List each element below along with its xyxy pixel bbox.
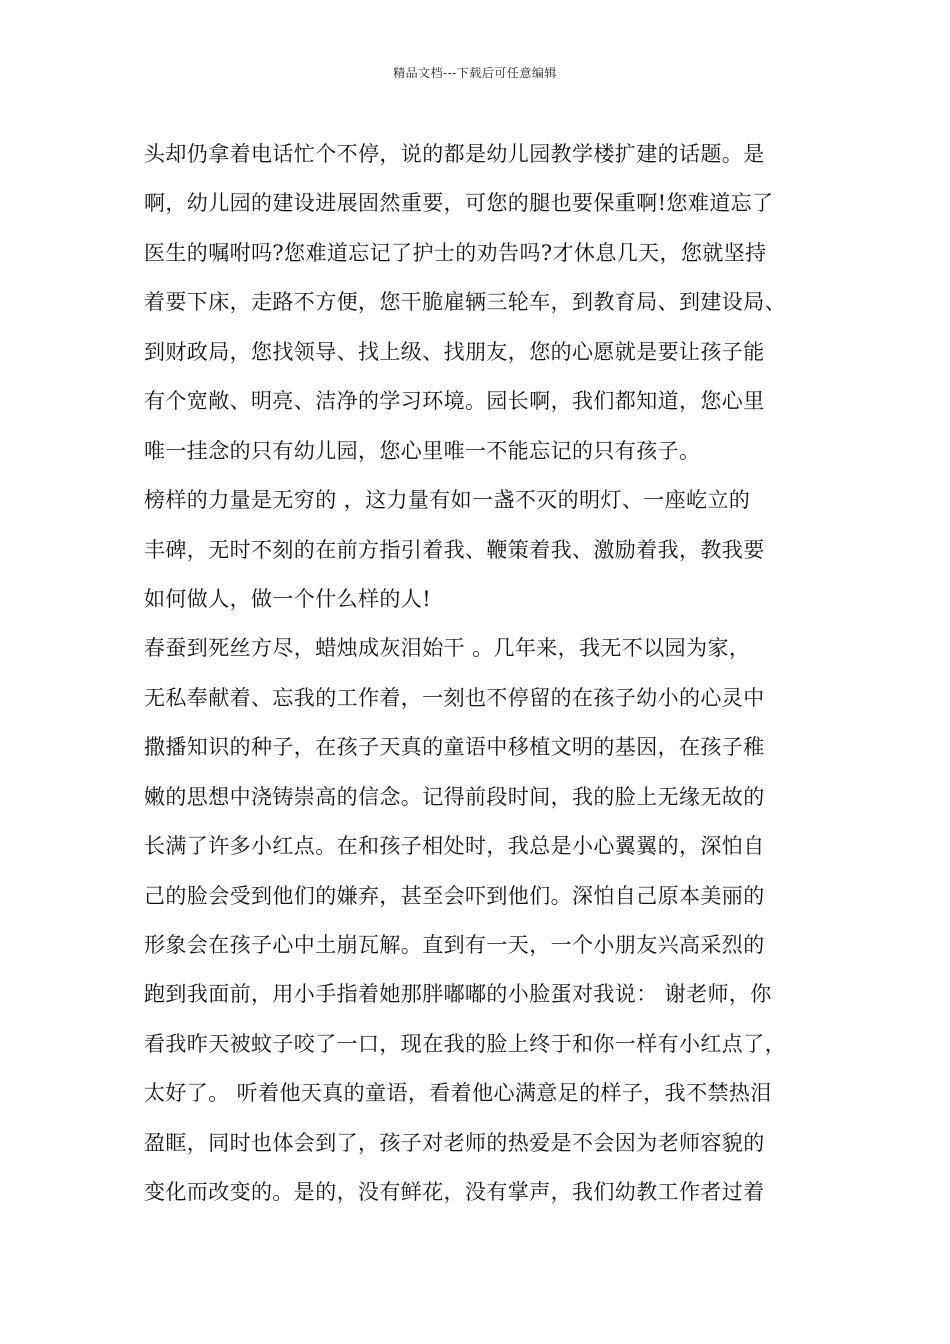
text-line: 春蚕到死丝方尽，蜡烛成灰泪始干 。几年来，我无不以园为家， xyxy=(144,636,751,661)
text-line: 长满了许多小红点。在和孩子相处时，我总是小心翼翼的，深怕自 xyxy=(144,834,765,859)
body-text xyxy=(144,130,834,1218)
text-line: 到财政局，您找领导、找上级、找朋友，您的心愿就是要让孩子能 xyxy=(144,339,765,364)
text-line: 盈眶，同时也体会到了，孩子对老师的热爱是不会因为老师容貌的 xyxy=(144,1130,765,1155)
page-header: 精品文档---下载后可任意编辑 xyxy=(393,66,557,80)
text-line: 无私奉献着、忘我的工作着，一刻也不停留的在孩子幼小的心灵中 xyxy=(144,685,765,710)
text-line: 形象会在孩子心中土崩瓦解。直到有一天，一个小朋友兴高采烈的 xyxy=(144,933,765,957)
text-line: 看我昨天被蚊子咬了一口，现在我的脸上终于和你一样有小红点了， xyxy=(144,1031,786,1056)
text-line: 嫩的思想中浇铸崇高的信念。记得前段时间，我的脸上无缘无故的 xyxy=(144,784,765,809)
text-line: 变化而改变的。是的，没有鲜花，没有掌声，我们幼教工作者过着 xyxy=(144,1180,765,1205)
text-line: 太好了。 听着他天真的童语，看着他心满意足的样子，我不禁热泪 xyxy=(144,1081,772,1106)
text-line: 跑到我面前，用小手指着她那胖嘟嘟的小脸蛋对我说： 谢老师，你 xyxy=(144,982,772,1007)
text-line: 丰碑，无时不刻的在前方指引着我、鞭策着我、激励着我，教我要 xyxy=(144,537,765,562)
text-line: 撒播知识的种子，在孩子天真的童语中移植文明的基因，在孩子稚 xyxy=(144,735,765,760)
text-line: 己的脸会受到他们的嫌弃，甚至会吓到他们。深怕自己原本美丽的 xyxy=(144,883,765,908)
text-line: 唯一挂念的只有幼儿园，您心里唯一不能忘记的只有孩子。 xyxy=(144,438,701,463)
text-line: 医生的嘱咐吗?您难道忘记了护士的劝告吗?才休息几天，您就坚持 xyxy=(144,240,767,265)
text-line: 着要下床，走路不方便，您干脆雇辆三轮车，到教育局、到建设局、 xyxy=(144,290,786,315)
text-line: 头却仍拿着电话忙个不停，说的都是幼儿园教学楼扩建的话题。是 xyxy=(144,142,765,166)
text-line: 啊，幼儿园的建设进展固然重要，可您的腿也要保重啊!您难道忘了 xyxy=(144,191,774,216)
text-line: 榜样的力量是无穷的 ，这力量有如一盏不灭的明灯、一座屹立的 xyxy=(144,488,751,513)
text-line: 有个宽敞、明亮、洁净的学习环境。园长啊，我们都知道，您心里 xyxy=(144,389,765,414)
text-line: 如何做人，做一个什么样的人! xyxy=(144,586,432,611)
